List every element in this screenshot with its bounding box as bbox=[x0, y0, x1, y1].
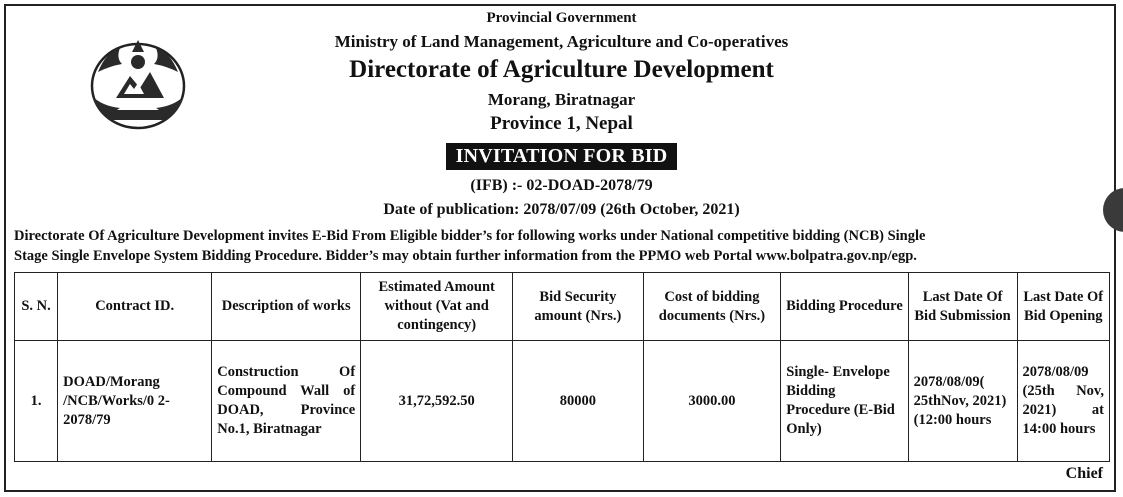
cell-bidding-procedure: Single- Envelope Bidding Procedure (E-Bid Only) bbox=[781, 341, 908, 462]
signoff-chief: Chief bbox=[1065, 465, 1103, 482]
header-estimated-amount: Estimated Amount without (Vat and contingency) bbox=[361, 273, 513, 341]
header-last-submission: Last Date Of Bid Submission bbox=[908, 273, 1017, 341]
ministry-line: Ministry of Land Management, Agriculture and Co-operatives bbox=[334, 32, 789, 51]
header-cost-documents: Cost of bidding documents (Nrs.) bbox=[643, 273, 781, 341]
header-sn: S. N. bbox=[15, 273, 58, 341]
directorate-title: Directorate of Agriculture Development bbox=[349, 56, 774, 83]
cell-last-submission: 2078/08/09( 25thNov, 2021) (12:00 hours bbox=[908, 341, 1017, 462]
province-line: Province 1, Nepal bbox=[490, 113, 633, 134]
publication-date: Date of publication: 2078/07/09 (26th October, 2021) bbox=[383, 201, 740, 218]
cell-contract-id: DOAD/Morang /NCB/Works/0 2-2078/79 bbox=[58, 341, 212, 462]
intro-line-2: Stage Single Envelope System Bidding Procedure. Bidder’s may obtain further information from the PPMO web Portal www.bolpatra.gov.np/egp. bbox=[14, 248, 917, 264]
invitation-banner: INVITATION FOR BID bbox=[446, 143, 678, 170]
bid-table bbox=[14, 272, 1110, 462]
header-bid-security: Bid Security amount (Nrs.) bbox=[513, 273, 643, 341]
gov-line: Provincial Government bbox=[486, 10, 637, 26]
cell-last-opening: 2078/08/09 (25th Nov, 2021) at 14:00 hours bbox=[1017, 341, 1110, 462]
intro-paragraph bbox=[14, 226, 1108, 266]
header-last-opening: Last Date Of Bid Opening bbox=[1017, 273, 1110, 341]
header-bidding-procedure: Bidding Procedure bbox=[781, 273, 908, 341]
cell-sn: 1. bbox=[15, 341, 58, 462]
table-header-row bbox=[15, 273, 1110, 341]
header-contract-id: Contract ID. bbox=[58, 273, 212, 341]
header-description: Description of works bbox=[212, 273, 361, 341]
cell-bid-security: 80000 bbox=[513, 341, 643, 462]
cell-cost-documents: 3000.00 bbox=[643, 341, 781, 462]
cell-description: Construction Of Compound Wall of DOAD, Province No.1, Biratnagar bbox=[212, 341, 361, 462]
location-line: Morang, Biratnagar bbox=[487, 90, 636, 109]
cell-estimated-amount: 31,72,592.50 bbox=[361, 341, 513, 462]
ifb-number: (IFB) :- 02-DOAD-2078/79 bbox=[470, 177, 653, 194]
intro-line-1: Directorate Of Agriculture Development invites E-Bid From Eligible bidder’s for following works under National competitive bidding (NCB) Single bbox=[14, 228, 926, 244]
table-row bbox=[15, 341, 1110, 462]
